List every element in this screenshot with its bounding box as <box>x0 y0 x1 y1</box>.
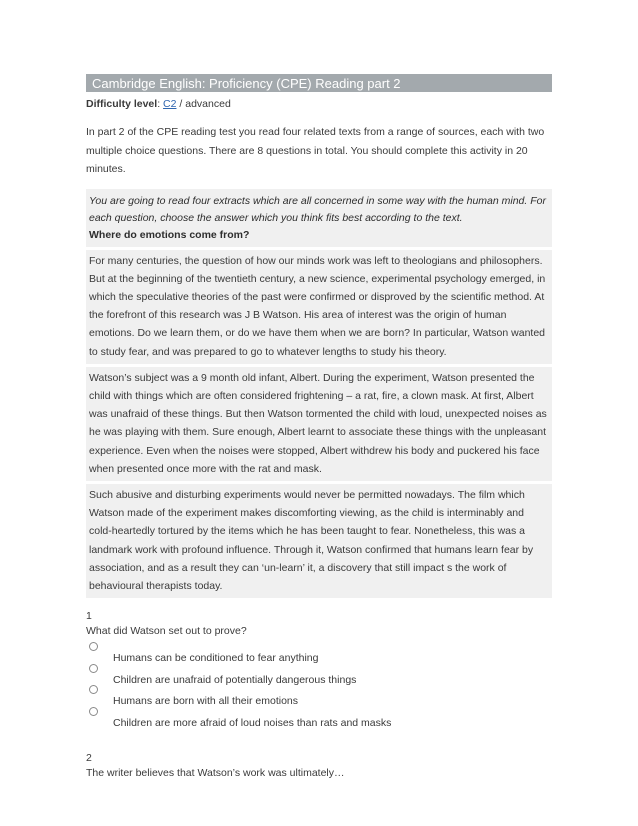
intro-text: In part 2 of the CPE reading test you read four related texts from a range of sources, each with two multiple choice questions. There are 8 questions in total. You should complete this activity in 20 minutes. <box>86 126 545 175</box>
radio-button[interactable] <box>89 707 98 716</box>
text-paragraph-1: For many centuries, the question of how our minds work was left to theologians and philosophers. But at the beginning of the twentieth century, a new science, experimental psychology emerged, in which the speculative theories of the past were confirmed or disproved by the scientific method. At the forefront of this research was J B Watson. His area of interest was the origin of human emotions. Do we learn them, or do we have them when we are born? In particular, Watson wanted to study fear, and was prepared to go to whatever lengths to study his theory. <box>86 250 552 364</box>
radio-button[interactable] <box>89 685 98 694</box>
answer-option-label: Humans are born with all their emotions <box>113 695 299 708</box>
question-2-number: 2 <box>86 752 92 765</box>
page-title: Cambridge English: Proficiency (CPE) Reading part 2 <box>86 74 552 92</box>
instructions-text: You are going to read four extracts which are all concerned in some way with the human mind. For each question, choose the answer which you think fits best according to the text. <box>89 194 546 224</box>
difficulty-label: Difficulty level <box>86 98 158 110</box>
answer-option[interactable] <box>86 643 552 665</box>
radio-button[interactable] <box>89 642 98 651</box>
question-1-number: 1 <box>86 610 92 623</box>
answer-option-label: Children are unafraid of potentially dangerous things <box>113 673 357 686</box>
question-1-options <box>86 643 552 729</box>
level-link[interactable]: C2 <box>163 98 177 110</box>
answer-option[interactable] <box>86 686 552 708</box>
question-2-text: The writer believes that Watson’s work was ultimately… <box>86 767 345 780</box>
answer-option[interactable] <box>86 665 552 687</box>
text-paragraph-3: Such abusive and disturbing experiments would never be permitted nowadays. The film which Watson made of the experiment makes discomforting viewing, as the child is interminably and cold-heartedly tortured by the items which he has been taught to fear. Nonetheless, this was a landmark work with profound influence. Through it, Watson confirmed that humans learn fear by association, and as a result they can ‘un-learn’ it, a discovery that still impact s the work of behavioural therapists today. <box>86 484 552 598</box>
answer-option-label: Humans can be conditioned to fear anything <box>113 652 319 665</box>
answer-option[interactable] <box>86 708 552 730</box>
question-1-text: What did Watson set out to prove? <box>86 625 247 638</box>
difficulty-separator: : <box>157 98 161 110</box>
text-paragraph-2: Watson’s subject was a 9 month old infant, Albert. During the experiment, Watson presented the child with things which are often considered frightening – a rat, fire, a clown mask. At first, Albert was unafraid of these things. But then Watson tormented the child with loud, unexpected noises as he was playing with them. Sure enough, Albert learnt to associate these things with the unpleasant experience. Even when the noises were stopped, Albert withdrew his body and puckered his face when presented once more with the rat and mask. <box>86 367 552 481</box>
section-heading: Where do emotions come from? <box>89 228 250 241</box>
difficulty-line <box>86 98 552 111</box>
document <box>86 74 552 781</box>
radio-button[interactable] <box>89 664 98 673</box>
level-text: / advanced <box>179 98 231 110</box>
instructions-box <box>86 189 552 247</box>
answer-option-label: Children are more afraid of loud noises than rats and masks <box>113 716 392 729</box>
